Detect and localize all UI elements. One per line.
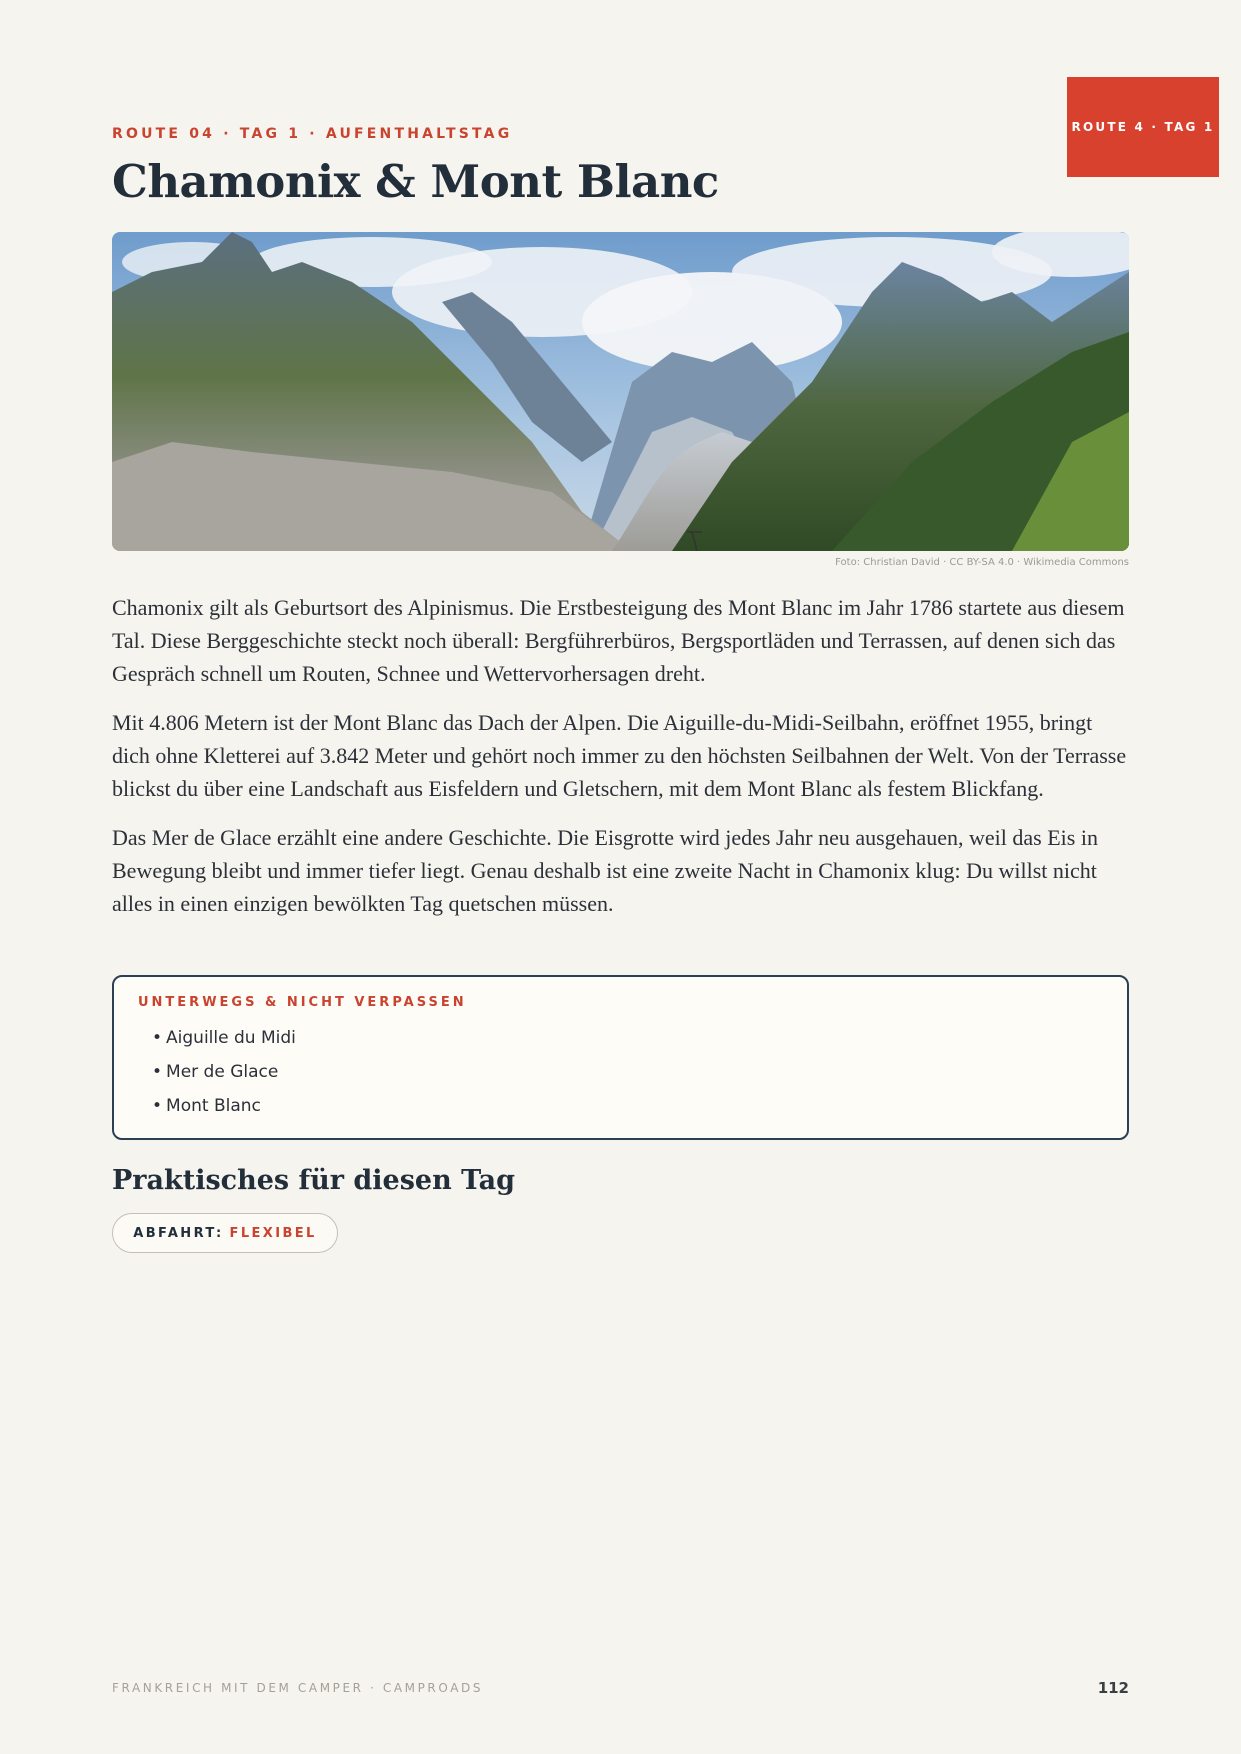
paragraph: Chamonix gilt als Geburtsort des Alpinismus. Die Erstbesteigung des Mont Blanc im Jahr 1786 startete aus diesem Tal. Diese Berggeschichte steckt noch überall: Bergführerbüros, Bergsportläden und Terrassen, auf denen sich das Gespräch schnell um Routen, Schnee und Wettervorhersagen dreht.	[112, 595, 1125, 686]
footer-publication: FRANKREICH MIT DEM CAMPER · CAMPROADS	[112, 1681, 484, 1695]
tip-list	[152, 1021, 296, 1123]
page-title: Chamonix & Mont Blanc	[112, 155, 719, 208]
photo-credit: Foto: Christian David · CC BY-SA 4.0 · Wikimedia Commons	[835, 557, 1129, 568]
page	[112, 0, 1129, 1754]
page-number: 112	[1097, 1679, 1129, 1697]
tip-box	[112, 975, 1129, 1140]
hero-photo	[112, 232, 1129, 551]
route-corner-tag: ROUTE 4 · TAG 1	[1067, 77, 1219, 177]
tip-box-title: UNTERWEGS & NICHT VERPASSEN	[138, 995, 467, 1010]
departure-pill	[112, 1213, 338, 1253]
paragraph: Das Mer de Glace erzählt eine andere Geschichte. Die Eisgrotte wird jedes Jahr neu ausgehauen, weil das Eis in Bewegung bleibt und immer tiefer liegt. Genau deshalb ist eine zweite Nacht in Chamonix klug: Du willst nicht alles in einen einzigen bewölkten Tag quetschen müssen.	[112, 825, 1098, 916]
paragraph: Mit 4.806 Metern ist der Mont Blanc das Dach der Alpen. Die Aiguille-du-Midi-Seilbahn, eröffnet 1955, bringt dich ohne Kletterei auf 3.842 Meter und gehört noch immer zu den höchsten Seilbahnen der Welt. Von der Terrasse blickst du über eine Landschaft aus Eisfeldern und Gletschern, mit dem Mont Blanc als festem Blickfang.	[112, 710, 1127, 801]
list-item: • Aiguille du Midi	[152, 1021, 296, 1055]
route-kicker: ROUTE 04 · TAG 1 · AUFENTHALTSTAG	[112, 126, 513, 142]
list-item: • Mer de Glace	[152, 1055, 296, 1089]
body-text	[112, 591, 1129, 936]
departure-value: FLEXIBEL	[229, 1225, 317, 1241]
departure-label: ABFAHRT:	[133, 1225, 224, 1241]
section-title-practical: Praktisches für diesen Tag	[112, 1165, 515, 1196]
mountain-valley-image	[112, 232, 1129, 551]
list-item: • Mont Blanc	[152, 1089, 296, 1123]
